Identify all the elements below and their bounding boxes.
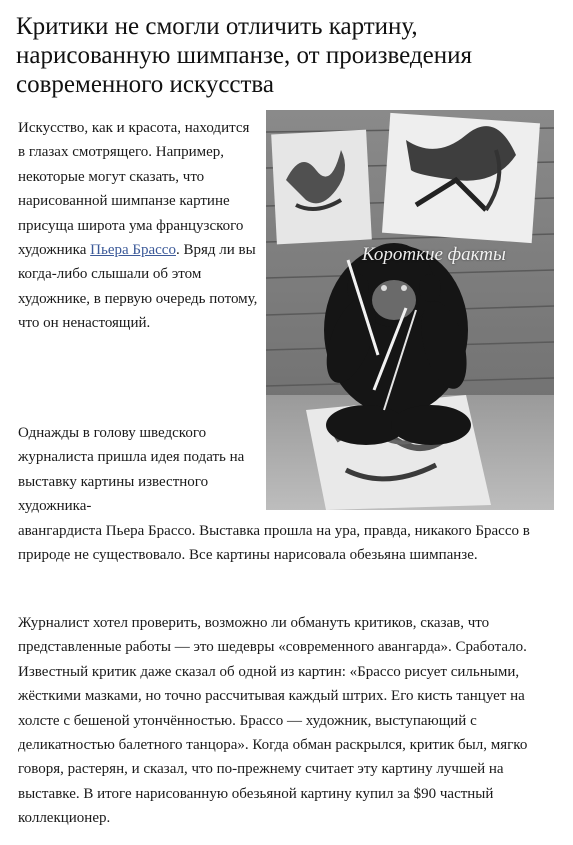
paragraph-intro-text: Искусство, как и красота, находится в глазах смотрящего. Например, некоторые могут сказать, что нарисованной шимпанзе картине присуща широта ума французского художника — [18, 120, 250, 259]
paragraph-critics: Журналист хотел проверить, возможно ли обмануть критиков, сказав, что представленные работы — это шедевры «современного авангарда». Сработало. Известный критик даже сказал об одной из картин: «Брассо рисует сильными, жёсткими мазками, но точно рассчитывая каждый штрих. Его кисть танцует на холсте с бешеной утончённостью. Брассо — художник, выступающий с деликатностью балетного танцора». Когда обман раскрылся, критик был, мягко говоря, растерян, и сказал, что по-прежнему считает эту картину лучшей на выставке. В итоге нарисованную обезьяной картину купил за $90 частный коллекционер. — [18, 615, 528, 827]
paragraph-intro — [18, 116, 258, 336]
article-title: Критики не смогли отличить картину, нарисованную шимпанзе, от произведения современного искусства — [16, 13, 472, 98]
paragraph-journalist-idea — [18, 421, 558, 567]
pierre-brassau-link[interactable]: Пьера Брассо — [90, 242, 176, 259]
photo-watermark: Короткие факты — [362, 244, 506, 265]
paragraph-intro-text-end: . Вряд ли вы когда-либо слышали об этом художнике, в первую очередь потому, что он ненастоящий. — [18, 242, 258, 332]
paragraph-journalist-idea-end: авангардиста Пьера Брассо. Выставка прошла на ура, правда, никакого Брассо в природе не существовало. Все картины нарисовала обезьяна шимпанзе. — [18, 522, 530, 564]
paragraph-journalist-idea-start: Однажды в голову шведского журналиста пришла идея подать на выставку картины известного художника- — [18, 425, 245, 515]
